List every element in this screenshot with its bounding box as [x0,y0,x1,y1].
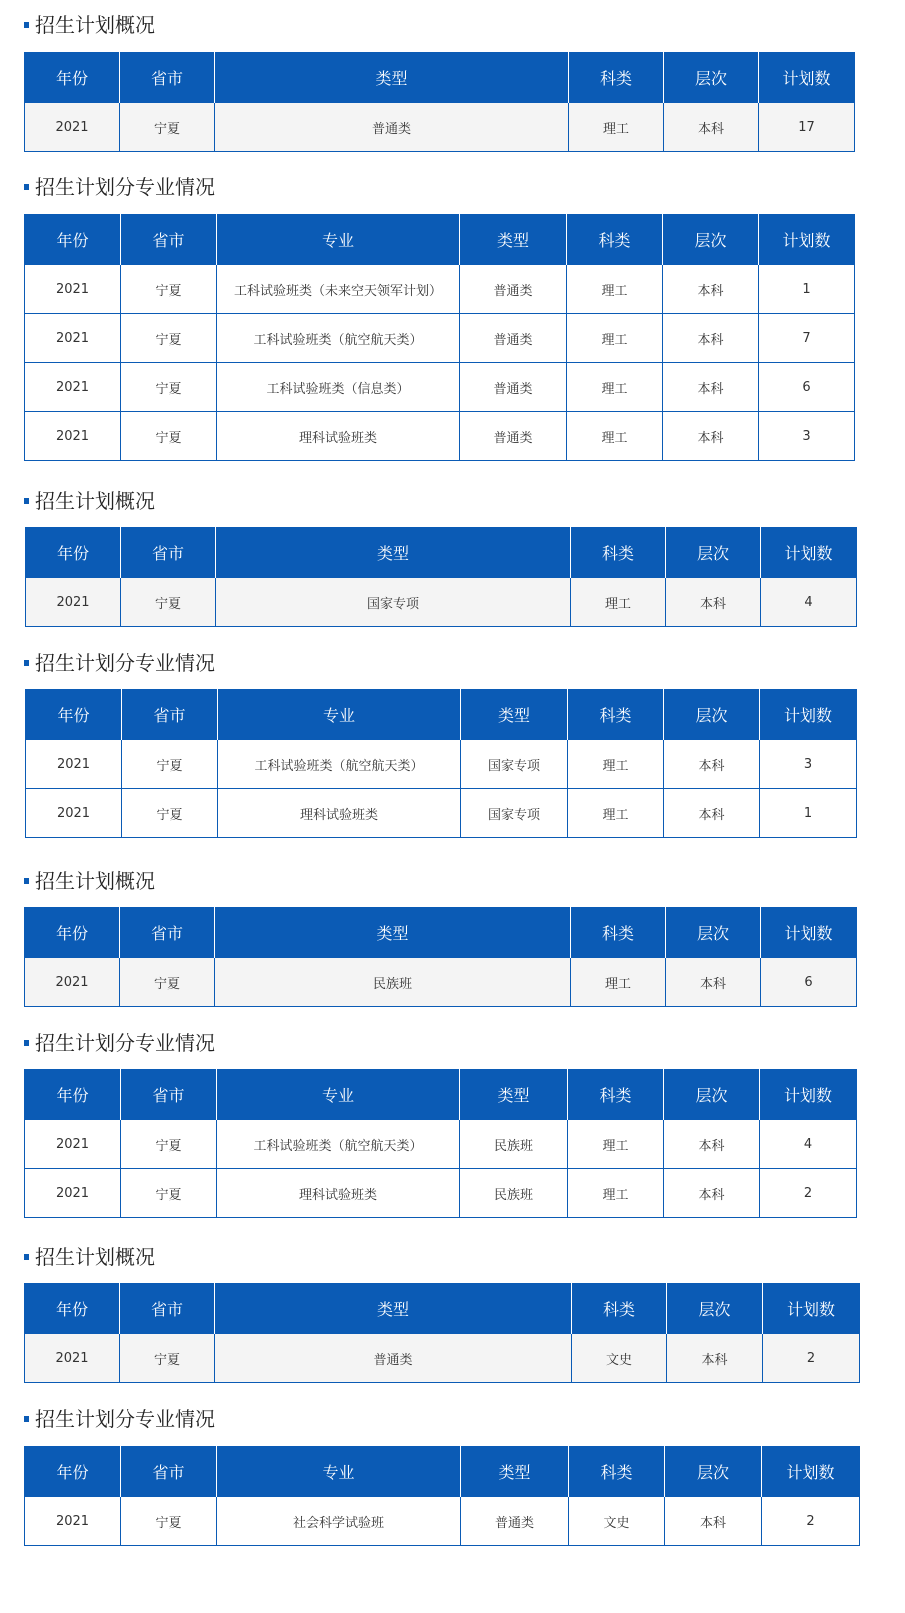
cell-level: 本科 [664,103,759,152]
col-header: 专业 [217,1070,460,1120]
col-header: 层次 [666,528,761,578]
cell-province: 宁夏 [121,412,217,461]
cell-count: 2 [763,1334,860,1383]
cell-subject: 文史 [572,1334,667,1383]
col-header: 科类 [568,690,664,740]
cell-count: 6 [759,363,855,412]
cell-type: 民族班 [215,958,571,1007]
col-header: 科类 [568,1070,664,1120]
cell-type: 普通类 [460,363,567,412]
table-row [25,1334,860,1383]
col-header: 计划数 [759,215,855,265]
col-header: 类型 [461,690,568,740]
cell-subject: 理工 [567,363,663,412]
cell-level: 本科 [665,1497,762,1546]
cell-count: 1 [759,265,855,314]
cell-subject: 理工 [571,578,666,627]
table-header-row [25,908,857,958]
major-table [25,689,857,838]
table-header-row [26,690,857,740]
cell-type: 普通类 [215,103,569,152]
cell-type: 国家专项 [461,789,568,838]
cell-year: 2021 [25,958,120,1007]
cell-subject: 理工 [568,740,664,789]
cell-year: 2021 [26,578,121,627]
col-header: 类型 [215,908,571,958]
col-header: 类型 [216,528,571,578]
square-bullet-icon [24,1254,29,1260]
cell-type: 普通类 [215,1334,572,1383]
cell-level: 本科 [667,1334,763,1383]
cell-subject: 理工 [568,789,664,838]
square-bullet-icon [24,1040,29,1046]
overview-table [24,52,855,152]
cell-major: 工科试验班类（未来空天领军计划） [217,265,460,314]
table-row [25,265,855,314]
major-heading: 招生计划分专业情况 [24,1404,215,1434]
col-header: 科类 [569,1447,665,1497]
major-heading: 招生计划分专业情况 [24,1028,215,1058]
col-header: 科类 [569,53,664,103]
square-bullet-icon [24,184,29,190]
cell-level: 本科 [666,578,761,627]
cell-count: 4 [760,1120,857,1169]
cell-subject: 理工 [567,265,663,314]
cell-subject: 理工 [568,1169,664,1218]
cell-count: 2 [760,1169,857,1218]
col-header: 专业 [217,1447,461,1497]
square-bullet-icon [24,498,29,504]
col-header: 省市 [121,215,217,265]
cell-province: 宁夏 [122,789,218,838]
col-header: 类型 [215,53,569,103]
cell-type: 国家专项 [216,578,571,627]
major-heading: 招生计划分专业情况 [24,648,215,678]
cell-subject: 文史 [569,1497,665,1546]
cell-type: 普通类 [460,412,567,461]
overview-heading: 招生计划概况 [24,866,155,896]
cell-count: 7 [759,314,855,363]
col-header: 省市 [122,690,218,740]
major-heading: 招生计划分专业情况 [24,172,215,202]
cell-province: 宁夏 [120,1334,215,1383]
cell-type: 民族班 [460,1169,568,1218]
cell-province: 宁夏 [121,1169,217,1218]
cell-count: 1 [760,789,857,838]
col-header: 专业 [217,215,460,265]
col-header: 省市 [121,528,216,578]
col-header: 年份 [25,1070,121,1120]
cell-year: 2021 [25,103,120,152]
col-header: 层次 [664,1070,760,1120]
table-row [26,578,857,627]
cell-province: 宁夏 [120,103,215,152]
square-bullet-icon [24,1416,29,1422]
table-row [25,958,857,1007]
cell-year: 2021 [25,1169,121,1218]
col-header: 类型 [460,215,567,265]
cell-type: 普通类 [460,265,567,314]
cell-level: 本科 [664,789,760,838]
cell-count: 17 [759,103,855,152]
cell-major: 工科试验班类（航空航天类） [218,740,461,789]
square-bullet-icon [24,878,29,884]
overview-heading: 招生计划概况 [24,10,155,40]
cell-level: 本科 [666,958,761,1007]
cell-province: 宁夏 [122,740,218,789]
cell-year: 2021 [26,740,122,789]
table-header-row [25,1070,857,1120]
col-header: 年份 [26,690,122,740]
table-row [25,314,855,363]
cell-province: 宁夏 [121,265,217,314]
col-header: 省市 [121,1447,217,1497]
cell-year: 2021 [25,314,121,363]
cell-subject: 理工 [567,412,663,461]
table-row [25,103,855,152]
cell-level: 本科 [664,1169,760,1218]
cell-subject: 理工 [567,314,663,363]
col-header: 科类 [572,1284,667,1334]
table-header-row [26,528,857,578]
col-header: 省市 [121,1070,217,1120]
col-header: 科类 [567,215,663,265]
col-header: 层次 [664,690,760,740]
major-table [24,1069,857,1218]
cell-level: 本科 [663,265,759,314]
col-header: 科类 [571,528,666,578]
col-header: 层次 [667,1284,763,1334]
col-header: 计划数 [761,528,857,578]
cell-level: 本科 [664,740,760,789]
cell-year: 2021 [25,265,121,314]
cell-province: 宁夏 [121,1497,217,1546]
major-table [24,214,855,461]
col-header: 年份 [25,53,120,103]
col-header: 省市 [120,908,215,958]
cell-type: 普通类 [460,314,567,363]
cell-major: 理科试验班类 [218,789,461,838]
col-header: 科类 [571,908,666,958]
cell-level: 本科 [664,1120,760,1169]
cell-major: 理科试验班类 [217,412,460,461]
major-table [24,1446,860,1546]
cell-subject: 理工 [568,1120,664,1169]
cell-major: 工科试验班类（航空航天类） [217,314,460,363]
col-header: 年份 [26,528,121,578]
cell-count: 3 [759,412,855,461]
cell-province: 宁夏 [121,1120,217,1169]
cell-subject: 理工 [569,103,664,152]
table-row [25,1120,857,1169]
col-header: 计划数 [759,53,855,103]
col-header: 计划数 [762,1447,860,1497]
cell-year: 2021 [25,363,121,412]
cell-count: 4 [761,578,857,627]
table-row [25,363,855,412]
col-header: 省市 [120,53,215,103]
table-row [26,789,857,838]
cell-year: 2021 [25,1120,121,1169]
cell-province: 宁夏 [121,314,217,363]
overview-heading: 招生计划概况 [24,1242,155,1272]
col-header: 计划数 [761,908,857,958]
table-row [26,740,857,789]
table-header-row [25,1284,860,1334]
overview-heading: 招生计划概况 [24,486,155,516]
col-header: 年份 [25,908,120,958]
cell-subject: 理工 [571,958,666,1007]
table-row [25,1169,857,1218]
cell-province: 宁夏 [121,363,217,412]
cell-count: 3 [760,740,857,789]
cell-level: 本科 [663,412,759,461]
table-row [25,1497,860,1546]
col-header: 计划数 [760,1070,857,1120]
table-header-row [25,215,855,265]
col-header: 层次 [664,53,759,103]
col-header: 计划数 [760,690,857,740]
overview-table [24,1283,860,1383]
overview-table [24,907,857,1007]
table-header-row [25,1447,860,1497]
cell-major: 社会科学试验班 [217,1497,461,1546]
col-header: 层次 [663,215,759,265]
square-bullet-icon [24,22,29,28]
col-header: 省市 [120,1284,215,1334]
cell-type: 普通类 [461,1497,569,1546]
cell-province: 宁夏 [120,958,215,1007]
col-header: 专业 [218,690,461,740]
cell-year: 2021 [25,1334,120,1383]
table-header-row [25,53,855,103]
col-header: 年份 [25,215,121,265]
col-header: 年份 [25,1284,120,1334]
cell-year: 2021 [26,789,122,838]
col-header: 类型 [461,1447,569,1497]
col-header: 层次 [666,908,761,958]
col-header: 计划数 [763,1284,860,1334]
cell-type: 民族班 [460,1120,568,1169]
cell-level: 本科 [663,314,759,363]
col-header: 层次 [665,1447,762,1497]
table-row [25,412,855,461]
col-header: 年份 [25,1447,121,1497]
cell-year: 2021 [25,412,121,461]
cell-province: 宁夏 [121,578,216,627]
cell-year: 2021 [25,1497,121,1546]
cell-count: 6 [761,958,857,1007]
cell-major: 工科试验班类（信息类） [217,363,460,412]
square-bullet-icon [24,660,29,666]
cell-type: 国家专项 [461,740,568,789]
cell-major: 理科试验班类 [217,1169,460,1218]
cell-major: 工科试验班类（航空航天类） [217,1120,460,1169]
cell-level: 本科 [663,363,759,412]
overview-table [25,527,857,627]
cell-count: 2 [762,1497,860,1546]
col-header: 类型 [215,1284,572,1334]
col-header: 类型 [460,1070,568,1120]
